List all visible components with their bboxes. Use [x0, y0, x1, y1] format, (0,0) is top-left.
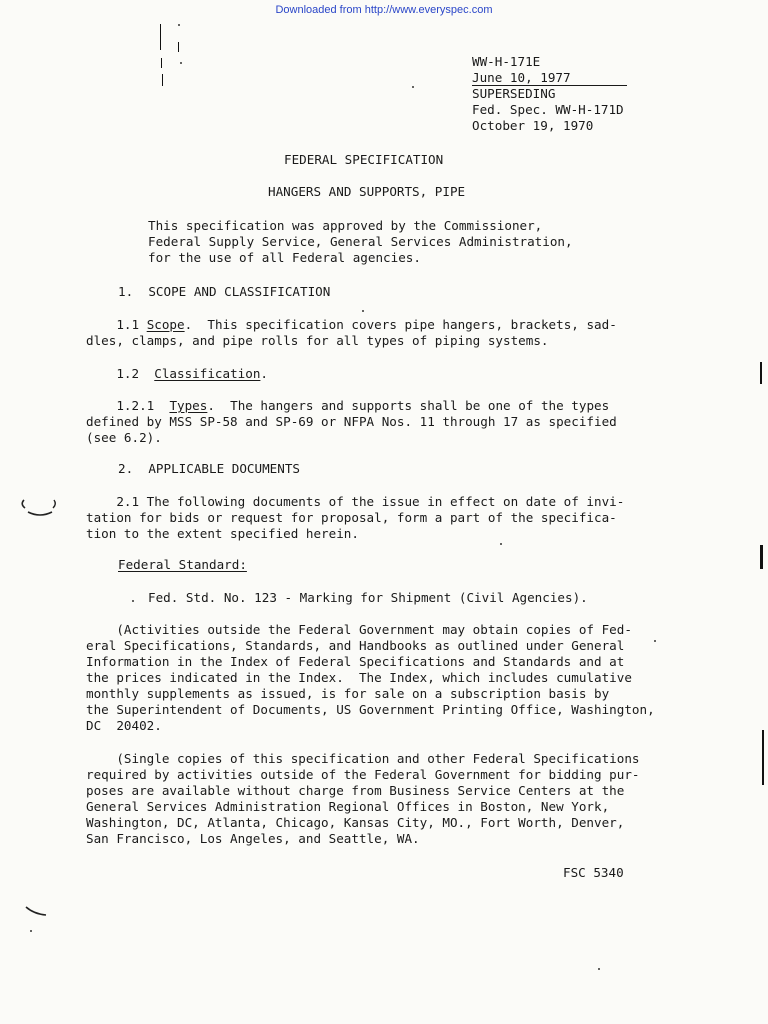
scan-speck: [178, 24, 180, 26]
applicable-documents-paragraph: [86, 494, 624, 542]
section-number: 1.: [118, 284, 134, 299]
paragraph-line: poses are available without charge from Business Service Centers at the: [86, 783, 625, 798]
approval-line: This specification was approved by the Commissioner,: [148, 218, 543, 233]
scan-speck: [412, 86, 414, 88]
paragraph-line: San Francisco, Los Angeles, and Seattle, WA.: [86, 831, 420, 846]
approval-paragraph: [148, 218, 573, 266]
scan-speck: [180, 62, 182, 64]
punch-hole-mark: [16, 492, 62, 522]
scan-mark: [162, 74, 163, 86]
paragraph-number: 1.2.1: [116, 398, 155, 413]
document-subtitle: HANGERS AND SUPPORTS, PIPE: [268, 184, 466, 199]
paragraph-number: 1.1: [116, 317, 140, 332]
change-bar: [760, 362, 762, 384]
scan-edge-mark: [24, 904, 50, 918]
scan-mark: [160, 24, 161, 50]
paragraph-line: eral Specifications, Standards, and Handbooks as outlined under General: [86, 638, 625, 653]
types-line: defined by MSS SP-58 and SP-69 or NFPA Nos. 11 through 17 as specified: [86, 414, 617, 429]
change-bar: [762, 730, 764, 785]
paragraph-line: (Single copies of this specification and other Federal Specifications: [86, 751, 640, 766]
scan-mark: [161, 58, 162, 68]
types-label: Types: [169, 398, 208, 413]
federal-standard-heading: Federal Standard:: [118, 557, 247, 572]
federal-standard-reference: Fed. Std. No. 123 - Marking for Shipment (Civil Agencies).: [148, 590, 588, 605]
section-title: SCOPE AND CLASSIFICATION: [148, 284, 331, 299]
scope-paragraph: [86, 317, 617, 349]
paragraph-line: DC 20402.: [86, 718, 162, 733]
paragraph-line: 2.1 The following documents of the issue in effect on date of invi-: [86, 494, 625, 509]
types-first-line: [86, 398, 617, 414]
paragraph-number: 1.2: [116, 366, 140, 381]
scan-speck: [500, 543, 502, 545]
approval-line: for the use of all Federal agencies.: [148, 250, 421, 265]
activities-paragraph: [86, 622, 655, 734]
single-copies-paragraph: [86, 751, 640, 847]
download-source-banner[interactable]: Downloaded from http://www.everyspec.com: [275, 4, 493, 16]
paragraph-line: Information in the Index of Federal Specifications and Standards and at: [86, 654, 625, 669]
scope-text: . This specification covers pipe hangers, brackets, sad-: [184, 317, 617, 332]
section-title: APPLICABLE DOCUMENTS: [148, 461, 300, 476]
superseded-spec-date: October 19, 1970: [472, 118, 594, 133]
scope-label: Scope: [146, 317, 185, 332]
classification-heading: [86, 366, 268, 382]
paragraph-line: monthly supplements as issued, is for sale on a subscription basis by: [86, 686, 610, 701]
scope-line: dles, clamps, and pipe rolls for all types of piping systems.: [86, 333, 549, 348]
superseded-spec-number: Fed. Spec. WW-H-171D: [472, 102, 624, 117]
document-title: FEDERAL SPECIFICATION: [284, 152, 444, 167]
scan-speck: [132, 600, 134, 602]
scope-first-line: [86, 317, 617, 333]
section-2-heading: [118, 461, 300, 477]
paragraph-line: (Activities outside the Federal Government may obtain copies of Fed-: [86, 622, 632, 637]
scan-speck: [598, 968, 600, 970]
paragraph-line: required by activities outside of the Federal Government for bidding pur-: [86, 767, 640, 782]
approval-line: Federal Supply Service, General Services Administration,: [148, 234, 573, 249]
paragraph-line: Washington, DC, Atlanta, Chicago, Kansas City, MO., Fort Worth, Denver,: [86, 815, 625, 830]
classification-label: Classification: [154, 366, 261, 381]
paragraph-line: the prices indicated in the Index. The Index, which includes cumulative: [86, 670, 632, 685]
section-number: 2.: [118, 461, 134, 476]
scan-speck: [362, 310, 364, 312]
fsc-code: FSC 5340: [563, 865, 624, 880]
types-text: . The hangers and supports shall be one of the types: [207, 398, 610, 413]
paragraph-line: tion to the extent specified herein.: [86, 526, 359, 541]
paragraph-line: the Superintendent of Documents, US Government Printing Office, Washington,: [86, 702, 655, 717]
section-1-heading: [118, 284, 330, 300]
types-line: (see 6.2).: [86, 430, 162, 445]
document-number: WW-H-171E: [472, 54, 541, 69]
document-date: June 10, 1977: [472, 70, 627, 86]
classification-suffix: .: [260, 366, 269, 381]
scan-mark: [178, 42, 179, 52]
scan-speck: [654, 640, 656, 642]
paragraph-line: General Services Administration Regional Offices in Boston, New York,: [86, 799, 610, 814]
superseding-label: SUPERSEDING: [472, 86, 556, 101]
scan-speck: [30, 930, 32, 932]
paragraph-line: tation for bids or request for proposal, form a part of the specifica-: [86, 510, 617, 525]
change-bar: [760, 545, 763, 569]
types-paragraph: [86, 398, 617, 446]
